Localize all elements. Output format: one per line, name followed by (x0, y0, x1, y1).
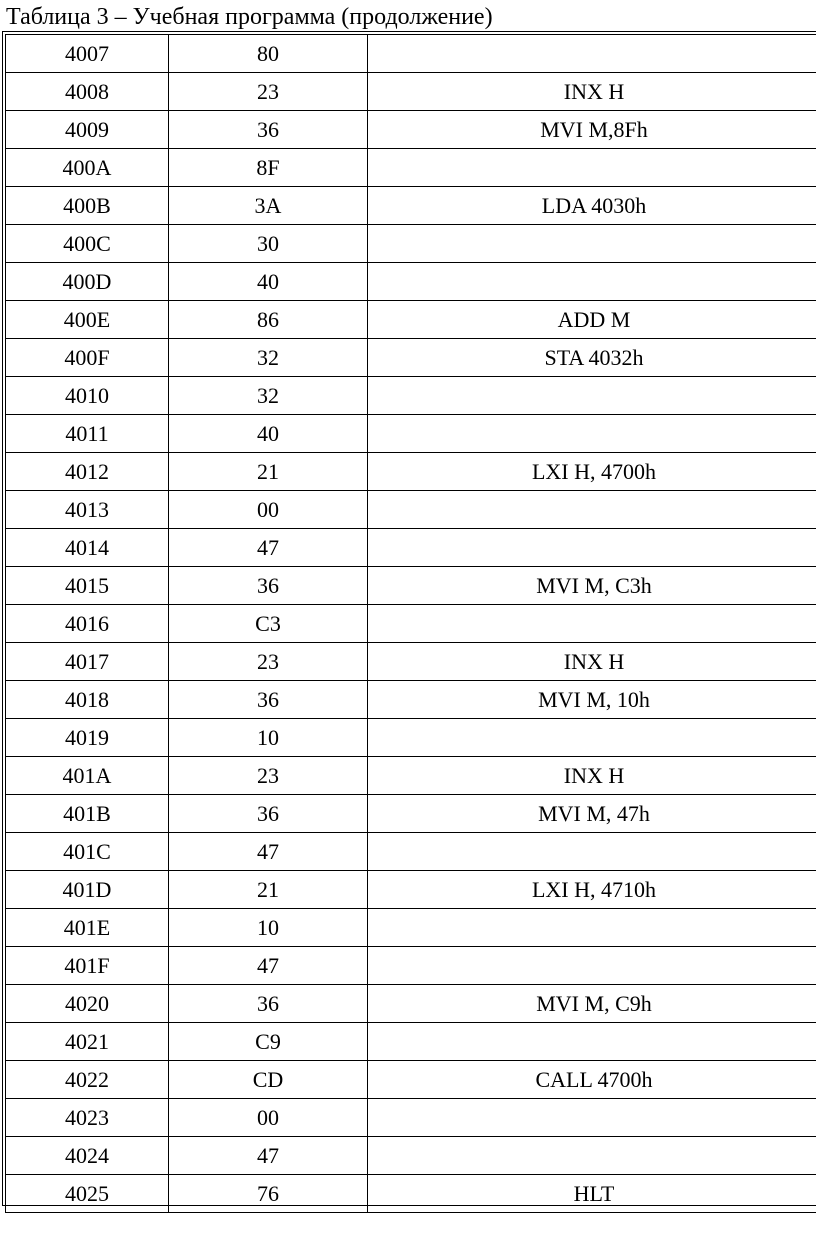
machine-code-cell: 76 (169, 1175, 368, 1213)
mnemonic-cell (368, 529, 816, 567)
machine-code-cell: 40 (169, 263, 368, 301)
table-row (6, 1061, 816, 1099)
address-cell: 4025 (6, 1175, 169, 1213)
address-cell: 4009 (6, 111, 169, 149)
machine-code-cell: 00 (169, 1099, 368, 1137)
table-caption: Таблица 3 – Учебная программа (продолжение) (6, 4, 493, 30)
machine-code-cell: 36 (169, 985, 368, 1023)
mnemonic-cell (368, 947, 816, 985)
table-row (6, 947, 816, 985)
mnemonic-cell (368, 377, 816, 415)
address-cell: 4010 (6, 377, 169, 415)
mnemonic-cell: MVI M, 47h (368, 795, 816, 833)
mnemonic-cell (368, 909, 816, 947)
address-cell: 401D (6, 871, 169, 909)
mnemonic-cell: CALL 4700h (368, 1061, 816, 1099)
machine-code-cell: C9 (169, 1023, 368, 1061)
mnemonic-cell: MVI M,8Fh (368, 111, 816, 149)
mnemonic-cell (368, 1137, 816, 1175)
machine-code-cell: 23 (169, 73, 368, 111)
machine-code-cell: CD (169, 1061, 368, 1099)
table-row (6, 1023, 816, 1061)
machine-code-cell: 86 (169, 301, 368, 339)
mnemonic-cell: ADD M (368, 301, 816, 339)
machine-code-cell: 21 (169, 871, 368, 909)
mnemonic-cell: INX H (368, 643, 816, 681)
address-cell: 401C (6, 833, 169, 871)
mnemonic-cell: INX H (368, 757, 816, 795)
machine-code-cell: 30 (169, 225, 368, 263)
machine-code-cell: 3A (169, 187, 368, 225)
table-row (6, 35, 816, 73)
address-cell: 4020 (6, 985, 169, 1023)
machine-code-cell: 10 (169, 719, 368, 757)
mnemonic-cell (368, 35, 816, 73)
mnemonic-cell (368, 149, 816, 187)
table-row (6, 795, 816, 833)
machine-code-cell: 47 (169, 1137, 368, 1175)
table-row (6, 453, 816, 491)
table-row (6, 149, 816, 187)
table-row (6, 225, 816, 263)
mnemonic-cell: HLT (368, 1175, 816, 1213)
machine-code-cell: 00 (169, 491, 368, 529)
address-cell: 400D (6, 263, 169, 301)
address-cell: 4012 (6, 453, 169, 491)
mnemonic-cell: INX H (368, 73, 816, 111)
mnemonic-cell (368, 415, 816, 453)
mnemonic-cell (368, 1099, 816, 1137)
machine-code-cell: 10 (169, 909, 368, 947)
mnemonic-cell: MVI M, 10h (368, 681, 816, 719)
machine-code-cell: 80 (169, 35, 368, 73)
mnemonic-cell: MVI M, C9h (368, 985, 816, 1023)
machine-code-cell: 32 (169, 377, 368, 415)
address-cell: 4023 (6, 1099, 169, 1137)
table-row (6, 833, 816, 871)
address-cell: 401B (6, 795, 169, 833)
address-cell: 4018 (6, 681, 169, 719)
address-cell: 4024 (6, 1137, 169, 1175)
machine-code-cell: 36 (169, 681, 368, 719)
mnemonic-cell (368, 225, 816, 263)
table-row (6, 187, 816, 225)
machine-code-cell: 40 (169, 415, 368, 453)
mnemonic-cell (368, 263, 816, 301)
address-cell: 4015 (6, 567, 169, 605)
table-row (6, 643, 816, 681)
machine-code-cell: 32 (169, 339, 368, 377)
address-cell: 4021 (6, 1023, 169, 1061)
table-row (6, 1175, 816, 1213)
table-row (6, 529, 816, 567)
table-row (6, 1137, 816, 1175)
address-cell: 4008 (6, 73, 169, 111)
program-table-body (6, 35, 816, 1213)
table-row (6, 1099, 816, 1137)
machine-code-cell: 23 (169, 643, 368, 681)
table-row (6, 605, 816, 643)
table-row (6, 415, 816, 453)
table-row (6, 377, 816, 415)
machine-code-cell: 23 (169, 757, 368, 795)
address-cell: 400C (6, 225, 169, 263)
address-cell: 4011 (6, 415, 169, 453)
address-cell: 400E (6, 301, 169, 339)
table-row (6, 73, 816, 111)
mnemonic-cell: LDA 4030h (368, 187, 816, 225)
table-row (6, 909, 816, 947)
mnemonic-cell: LXI H, 4710h (368, 871, 816, 909)
machine-code-cell: 47 (169, 529, 368, 567)
mnemonic-cell (368, 833, 816, 871)
address-cell: 400B (6, 187, 169, 225)
table-row (6, 719, 816, 757)
mnemonic-cell (368, 491, 816, 529)
address-cell: 400F (6, 339, 169, 377)
machine-code-cell: C3 (169, 605, 368, 643)
table-row (6, 111, 816, 149)
machine-code-cell: 36 (169, 795, 368, 833)
table-row (6, 301, 816, 339)
address-cell: 401F (6, 947, 169, 985)
machine-code-cell: 36 (169, 111, 368, 149)
table-row (6, 339, 816, 377)
mnemonic-cell: LXI H, 4700h (368, 453, 816, 491)
program-table (5, 34, 816, 1213)
address-cell: 4022 (6, 1061, 169, 1099)
table-row (6, 491, 816, 529)
address-cell: 4013 (6, 491, 169, 529)
address-cell: 4017 (6, 643, 169, 681)
table-row (6, 567, 816, 605)
machine-code-cell: 47 (169, 833, 368, 871)
address-cell: 401E (6, 909, 169, 947)
mnemonic-cell: MVI M, C3h (368, 567, 816, 605)
address-cell: 4016 (6, 605, 169, 643)
machine-code-cell: 8F (169, 149, 368, 187)
address-cell: 4019 (6, 719, 169, 757)
table-row (6, 263, 816, 301)
machine-code-cell: 36 (169, 567, 368, 605)
mnemonic-cell (368, 719, 816, 757)
table-row (6, 871, 816, 909)
mnemonic-cell (368, 1023, 816, 1061)
table-row (6, 681, 816, 719)
machine-code-cell: 21 (169, 453, 368, 491)
table-row (6, 985, 816, 1023)
address-cell: 400A (6, 149, 169, 187)
address-cell: 4007 (6, 35, 169, 73)
mnemonic-cell (368, 605, 816, 643)
address-cell: 4014 (6, 529, 169, 567)
table-row (6, 757, 816, 795)
machine-code-cell: 47 (169, 947, 368, 985)
mnemonic-cell: STA 4032h (368, 339, 816, 377)
address-cell: 401A (6, 757, 169, 795)
